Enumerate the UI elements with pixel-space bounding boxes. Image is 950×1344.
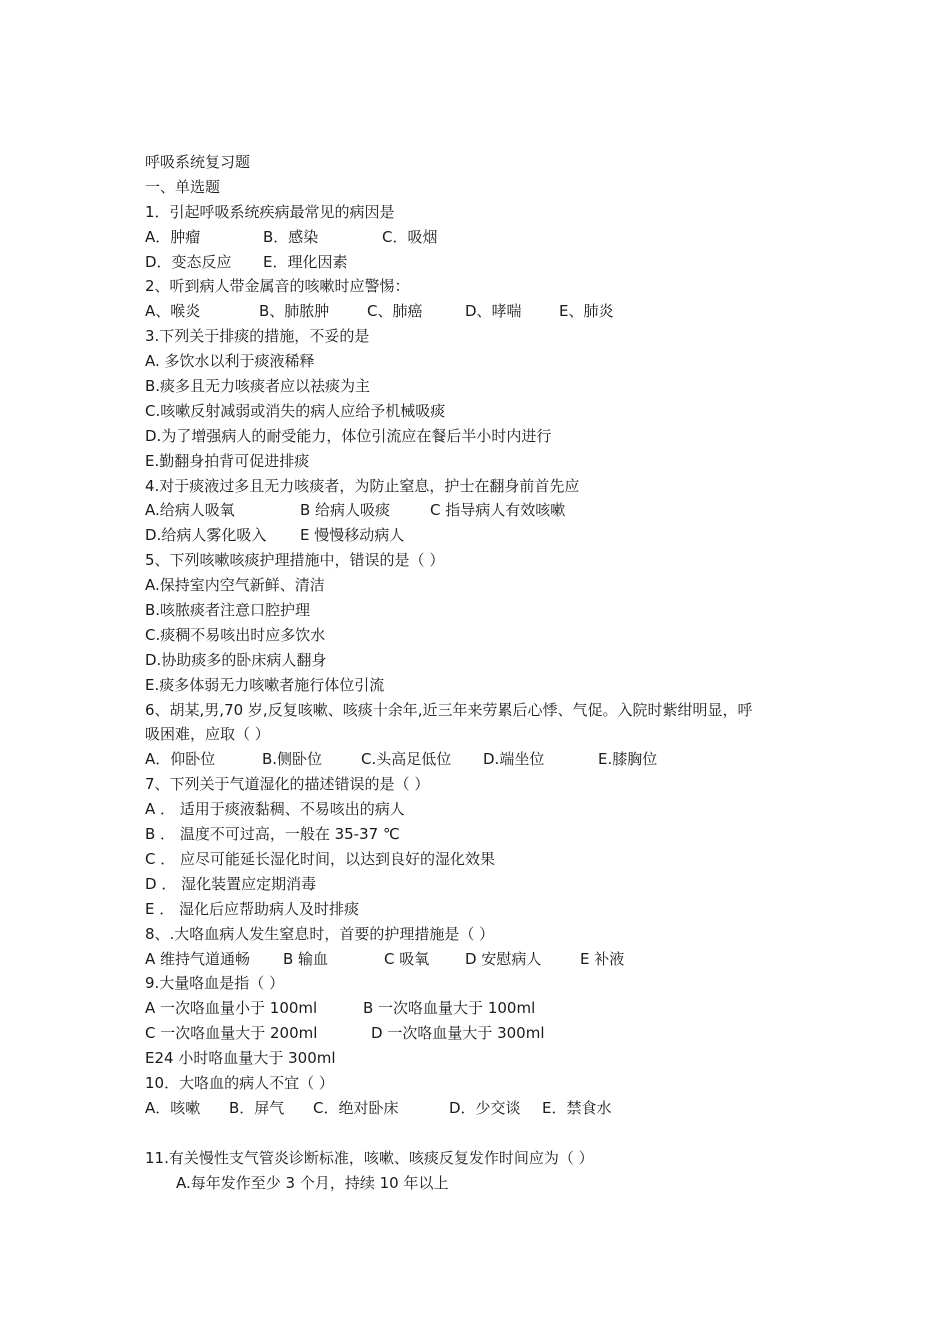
question-7-stem: 7、下列关于气道湿化的描述错误的是（ ） [145,775,430,794]
option: A. 多饮水以利于痰液稀释 [145,352,315,371]
question-4-stem: 4.对于痰液过多且无力咳痰者，为防止窒息，护士在翻身前首先应 [145,476,580,495]
question-1-options-row-2 [145,250,825,275]
option: A．咳嗽 [145,1098,201,1117]
option: D 一次咯血量大于 300ml [371,1024,545,1043]
question-9-stem: 9.大量咯血是指（ ） [145,974,285,993]
question-8-options [145,947,825,972]
option: C 指导病人有效咳嗽 [430,501,566,520]
question-6-options [145,747,825,772]
option: D 安慰病人 [465,949,542,968]
option: E 补液 [580,949,625,968]
option: C 吸氧 [384,949,430,968]
option: A、喉炎 [145,302,201,321]
option: A.保持室内空气新鲜、清洁 [145,576,325,595]
option: E24 小时咯血量大于 300ml [145,1049,336,1068]
option: B 输血 [283,949,329,968]
option: D ． 湿化装置应定期消毒 [145,874,317,893]
question-1-options-row-1 [145,225,825,250]
option: E.痰多体弱无力咳嗽者施行体位引流 [145,675,385,694]
option: A 维持气道通畅 [145,949,251,968]
option: C.头高足低位 [361,750,452,769]
question-10-stem: 10．大咯血的病人不宜（ ） [145,1073,334,1092]
option: B 给病人吸痰 [300,501,391,520]
option: B 一次咯血量大于 100ml [363,999,536,1018]
question-10-options [145,1096,825,1121]
document-body [145,150,825,1195]
option: E．禁食水 [542,1098,612,1117]
option: D．变态反应 [145,252,232,271]
option: B.咳脓痰者注意口腔护理 [145,601,311,620]
option: E、肺炎 [559,302,614,321]
question-6-stem-continued: 吸困难，应取（ ） [145,725,270,744]
option: E．理化因素 [263,252,348,271]
question-1-stem: 1．引起呼吸系统疾病最常见的病因是 [145,202,395,221]
option: B.痰多且无力咳痰者应以祛痰为主 [145,377,371,396]
question-2-options [145,299,825,324]
option: B.侧卧位 [262,750,323,769]
option: A.给病人吸氧 [145,501,235,520]
option: E.膝胸位 [598,750,658,769]
option: B ． 温度不可过高，一般在 35-37 ℃ [145,825,400,844]
option: A．仰卧位 [145,750,216,769]
option: C 一次咯血量大于 200ml [145,1024,318,1043]
section-heading: 一、单选题 [145,177,221,196]
option: B．屏气 [229,1098,285,1117]
question-4-options-row-2 [145,523,825,548]
option: C．绝对卧床 [313,1098,399,1117]
option: C．吸烟 [382,227,438,246]
option: D．少交谈 [449,1098,521,1117]
question-6-stem: 6、胡某,男,70 岁,反复咳嗽、咳痰十余年,近三年来劳累后心悸、气促。入院时紫绀明显，呼 [145,700,753,719]
question-9-options-row-2 [145,1021,825,1046]
option: D.为了增强病人的耐受能力，体位引流应在餐后半小时内进行 [145,426,552,445]
option: B．感染 [263,227,319,246]
option: D、哮喘 [465,302,522,321]
option: E 慢慢移动病人 [300,526,405,545]
question-11-stem: 11.有关慢性支气管炎诊断标准，咳嗽、咳痰反复发作时间应为（ ） [145,1148,594,1167]
option: A.每年发作至少 3 个月，持续 10 年以上 [176,1173,449,1192]
question-3-stem: 3.下列关于排痰的措施，不妥的是 [145,327,370,346]
question-8-stem: 8、.大咯血病人发生窒息时，首要的护理措施是（ ） [145,924,495,943]
blank-line [145,1121,825,1146]
option: C.咳嗽反射减弱或消失的病人应给予机械吸痰 [145,401,446,420]
question-4-options-row-1 [145,498,825,523]
option: C ． 应尽可能延长湿化时间，以达到良好的湿化效果 [145,849,496,868]
option: D.给病人雾化吸入 [145,526,267,545]
option: B、肺脓肿 [259,302,330,321]
option: C、肺癌 [367,302,423,321]
option: C.痰稠不易咳出时应多饮水 [145,625,326,644]
page-title: 呼吸系统复习题 [145,153,251,171]
question-5-stem: 5、下列咳嗽咳痰护理措施中，错误的是（ ） [145,551,445,570]
option: D.协助痰多的卧床病人翻身 [145,650,327,669]
question-9-options-row-1 [145,996,825,1021]
option: E.勤翻身拍背可促进排痰 [145,451,310,470]
option: A．肿瘤 [145,227,201,246]
option: A ． 适用于痰液黏稠、不易咳出的病人 [145,800,405,819]
option: E ． 湿化后应帮助病人及时排痰 [145,899,360,918]
question-2-stem: 2、听到病人带金属音的咳嗽时应警惕： [145,277,410,296]
option: D.端坐位 [483,750,545,769]
option: A 一次咯血量小于 100ml [145,999,318,1018]
